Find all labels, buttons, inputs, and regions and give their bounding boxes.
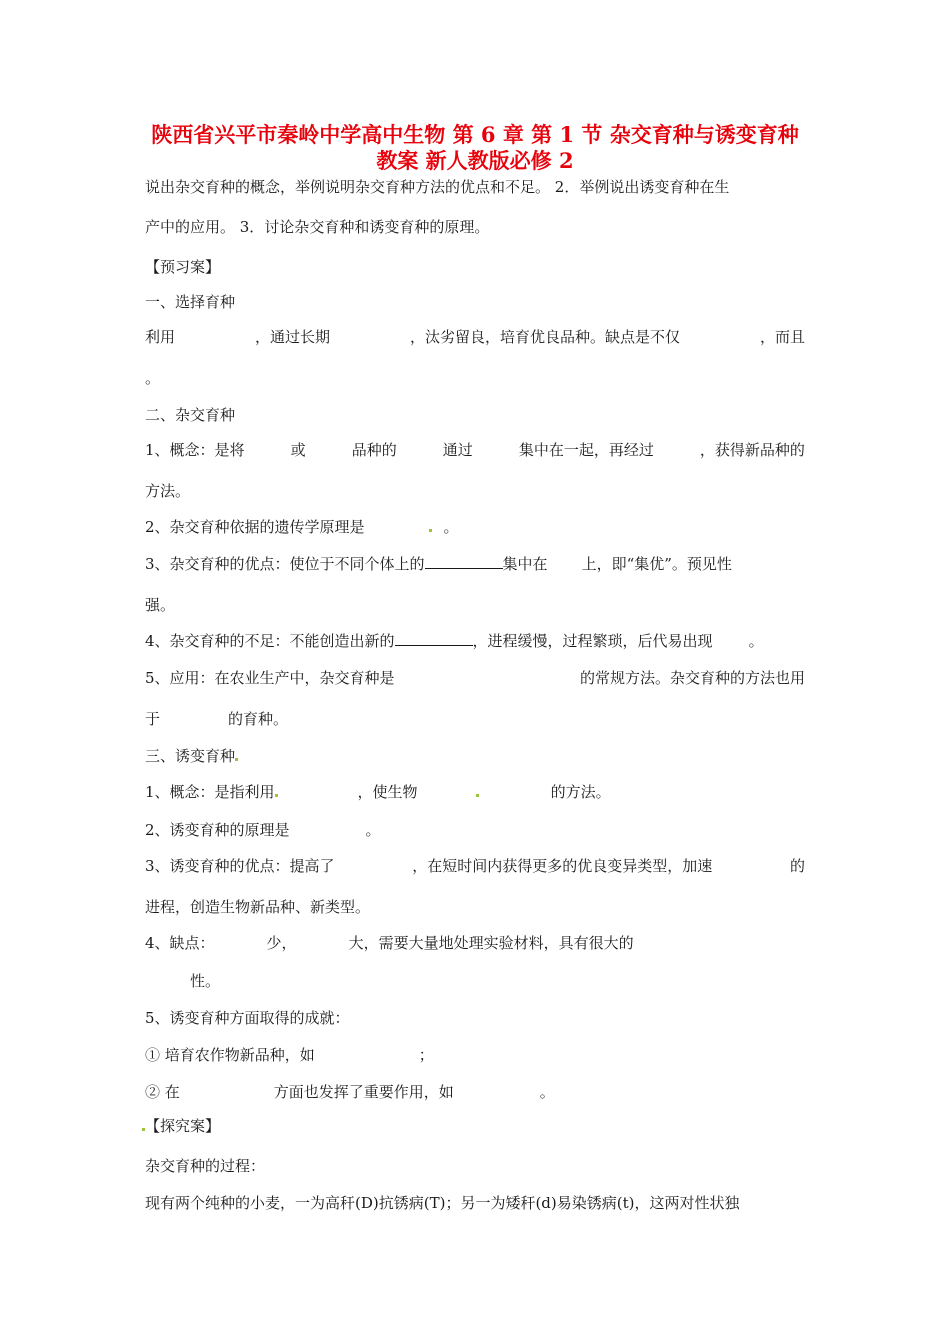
section2-heading: 二、杂交育种 — [145, 406, 236, 424]
text-segment: 。 — [539, 1083, 555, 1101]
text-segment: ② 在 — [145, 1083, 180, 1101]
explore-subheading: 杂交育种的过程： — [145, 1157, 266, 1175]
section3-item1 — [145, 782, 611, 802]
section1-paragraph-end: 。 — [145, 369, 161, 387]
text-segment: 于 — [145, 710, 161, 728]
text-segment: 集中在一起，再经过 — [518, 441, 654, 459]
text-segment: ，获得新品种的 — [699, 441, 805, 459]
text-segment: 。 — [365, 821, 381, 839]
explore-paragraph — [145, 1193, 805, 1213]
objectives-line2: 产中的应用。 3．讨论杂交育种和诱变育种的原理。 — [145, 218, 490, 236]
text-segment: 的育种。 — [228, 710, 289, 728]
text-segment: 品种的 — [351, 441, 397, 459]
text-segment: 2、诱变育种的原理是 — [145, 821, 290, 839]
section2-item1 — [145, 440, 805, 460]
text-segment: 通过 — [442, 441, 473, 459]
explore-header-text: 【探究案】 — [145, 1117, 221, 1135]
text-segment: 大，需要大量地处理实验材料，具有很大的 — [348, 934, 634, 952]
fill-blank — [395, 631, 473, 646]
section2-item5 — [145, 668, 805, 688]
text-segment: ① 培育农作物新品种，如 — [145, 1046, 315, 1064]
section3-item3-end: 进程，创造生物新品种、新类型。 — [145, 898, 371, 916]
text-segment: ，进程缓慢，过程繁琐，后代易出现 — [472, 632, 713, 650]
mark-dot — [429, 529, 432, 532]
text-segment: 4、杂交育种的不足：不能创造出新的 — [145, 632, 395, 650]
text-segment: 上，即“集优”。预见性 — [581, 555, 732, 573]
section2-item2 — [145, 517, 459, 537]
text-segment: 的 — [789, 857, 805, 875]
section2-item5-end — [145, 709, 288, 729]
objectives-line1 — [145, 177, 805, 197]
section1-paragraph — [145, 327, 805, 347]
explore-header — [142, 1116, 220, 1136]
text-segment: 。 — [748, 632, 764, 650]
section1-heading: 一、选择育种 — [145, 293, 236, 311]
text-segment: 2、杂交育种依据的遗传学原理是 — [145, 518, 365, 536]
text-segment: 。 — [443, 518, 459, 536]
text-segment: 1、概念：是将 — [145, 441, 245, 459]
mark-dot — [476, 794, 479, 797]
text-segment: 或 — [290, 441, 306, 459]
section3-item3 — [145, 856, 805, 876]
section3-item4 — [145, 933, 634, 953]
text-segment: 3、诱变育种的优点：提高了 — [145, 857, 335, 875]
section3-heading — [145, 746, 238, 766]
text-segment: 少， — [266, 934, 297, 952]
fill-blank — [425, 554, 503, 569]
section3-item5b — [145, 1082, 555, 1102]
section2-item3 — [145, 554, 805, 574]
text-segment: 方面也发挥了重要作用，如 — [273, 1083, 454, 1101]
document-title-line1: 陕西省兴平市秦岭中学高中生物 第 6 章 第 1 节 杂交育种与诱变育种 — [151, 122, 799, 147]
text-segment: 现有两个纯种的小麦，一为高秆(D)抗锈病(T)；另一为矮秆(d)易染锈病(t)，这两对性状独 — [145, 1194, 740, 1212]
text-segment: ，在短时间内获得更多的优良变异类型，加速 — [412, 857, 713, 875]
text-segment: ，汰劣留良，培育优良品种。缺点是不仅 — [409, 328, 680, 346]
text-segment: 1、概念：是指利用 — [145, 783, 275, 801]
document-title-line2: 教案 新人教版必修 2 — [376, 148, 574, 173]
text-segment: 的方法。 — [550, 783, 611, 801]
text-segment: ，通过长期 — [254, 328, 330, 346]
objectives-text-1: 说出杂交育种的概念，举例说明杂交育种方法的优点和不足。 2．举例说出诱变育种在生 — [145, 178, 730, 196]
section3-item4-end: 性。 — [190, 972, 221, 990]
text-segment: 的常规方法。杂交育种的方法也用 — [579, 669, 805, 687]
text-segment: 4、缺点： — [145, 934, 215, 952]
section3-item5a — [145, 1045, 434, 1065]
mark-dot — [275, 794, 278, 797]
section3-heading-text: 三、诱变育种 — [145, 747, 236, 765]
text-segment: ，使生物 — [357, 783, 418, 801]
text-segment: 集中在 — [502, 555, 548, 573]
mark-dot — [235, 758, 238, 761]
section3-item2 — [145, 820, 381, 840]
text-segment: ； — [418, 1046, 434, 1064]
section3-item5: 5、诱变育种方面取得的成就： — [145, 1009, 350, 1027]
section2-item1-end: 方法。 — [145, 482, 191, 500]
text-segment: 5、应用：在农业生产中，杂交育种是 — [145, 669, 395, 687]
text-segment: ，而且 — [759, 328, 805, 346]
section2-item3-end: 强。 — [145, 596, 176, 614]
text-segment: 利用 — [145, 328, 176, 346]
text-segment: 3、杂交育种的优点：使位于不同个体上的 — [145, 555, 425, 573]
preview-header: 【预习案】 — [145, 258, 221, 276]
section2-item4 — [145, 631, 805, 651]
